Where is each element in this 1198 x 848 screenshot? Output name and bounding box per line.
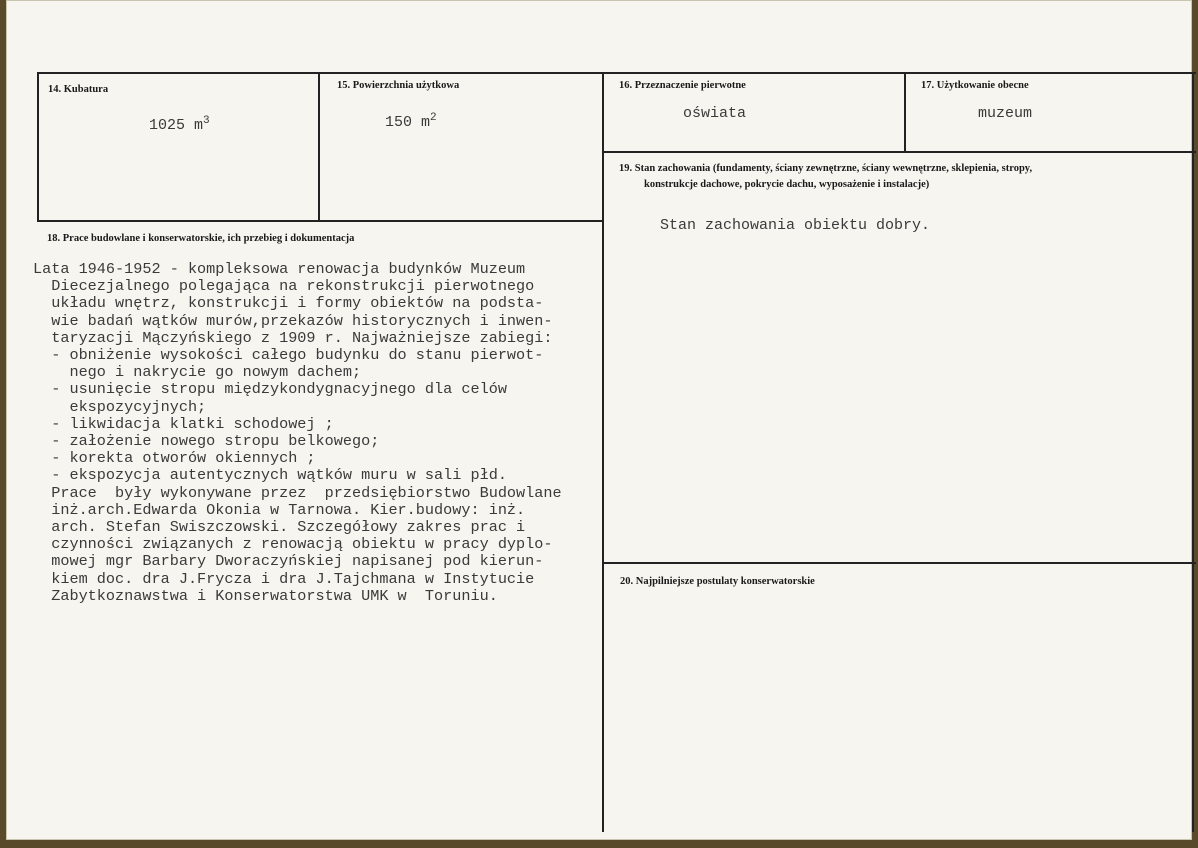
field-18-line: ekspozycyjnych; (33, 397, 207, 416)
field-18-line: taryzacji Mączyńskiego z 1909 r. Najważniejsze zabiegi: (33, 328, 553, 347)
right-border (1192, 72, 1194, 832)
field-18-line: kiem doc. dra J.Frycza i dra J.Tajchmana w Instytucie (33, 569, 535, 588)
field-14-value: 1025 $m^3$ (149, 115, 210, 134)
field-18-line: - obniżenie wysokości całego budynku do stanu pierwot- (33, 346, 544, 365)
record-card (6, 0, 1192, 840)
field-20-label: 20. Najpilniejsze postulaty konserwatorskie (620, 576, 815, 587)
field-18-line: - likwidacja klatki schodowej ; (33, 414, 334, 433)
top-border (37, 72, 1196, 74)
field-19-value: Stan zachowania obiektu dobry. (660, 217, 931, 234)
field-15-value: 150 $m^2$ (385, 112, 437, 131)
field-19-label: 19. Stan zachowania (fundamenty, ściany zewnętrzne, ściany wewnętrzne, sklepienia, stropy, (619, 163, 1033, 174)
field-18-line: Prace były wykonywane przez przedsiębiorstwo Budowlane (33, 483, 562, 502)
field-15-label: 15. Powierzchnia użytkowa (337, 80, 460, 91)
center-divider (602, 72, 604, 832)
field-18-line: - korekta otworów okiennych ; (33, 449, 316, 468)
field-14-label: 14. Kubatura (48, 84, 109, 95)
divider-f16-f17 (904, 72, 906, 153)
field-18-line: inż.arch.Edwarda Okonia w Tarnowa. Kier.budowy: inż. (33, 500, 526, 519)
field-18-line: - ekspozycja autentycznych wątków muru w sali płd. (33, 466, 507, 485)
field-18-line: czynności związanych z renowacją obiektu w pracy dyplo- (33, 535, 553, 554)
field-18-line: układu wnętrz, konstrukcji i formy obiektów na podsta- (33, 294, 544, 313)
field-16-value: oświata (683, 105, 747, 122)
field-17-value: muzeum (978, 105, 1033, 122)
field-19-label-line2: konstrukcje dachowe, pokrycie dachu, wyposażenie i instalacje) (644, 179, 930, 190)
field-18-text (33, 261, 562, 605)
field-18-line: Diecezjalnego polegająca na rekonstrukcji pierwotnego (33, 277, 535, 296)
field-18-line: wie badań wątków murów,przekazów historycznych i inwen- (33, 311, 553, 330)
field-18-line: - usunięcie stropu międzykondygnacyjnego dla celów (33, 380, 507, 399)
field-18-line: mowej mgr Barbary Dworaczyńskiej napisanej pod kierun- (33, 552, 544, 571)
left-border (37, 72, 39, 222)
field-18-line: Lata 1946-1952 - kompleksowa renowacja budynków Muzeum (33, 260, 526, 278)
divider-f14-f18 (37, 220, 604, 222)
field-17-label: 17. Użytkowanie obecne (921, 80, 1029, 91)
field-18-label: 18. Prace budowlane i konserwatorskie, ich przebieg i dokumentacja (47, 233, 355, 244)
divider-f16-f19 (603, 151, 1196, 153)
field-16-label: 16. Przeznaczenie pierwotne (619, 80, 746, 91)
field-18-line: arch. Stefan Swiszczowski. Szczegółowy zakres prac i (33, 518, 526, 537)
field-18-line: Zabytkoznawstwa i Konserwatorstwa UMK w Toruniu. (33, 586, 498, 605)
field-18-line: - założenie nowego stropu belkowego; (33, 432, 380, 451)
divider-f14-f15 (318, 72, 320, 222)
field-18-line: nego i nakrycie go nowym dachem; (33, 363, 362, 382)
divider-f19-f20 (603, 562, 1196, 564)
